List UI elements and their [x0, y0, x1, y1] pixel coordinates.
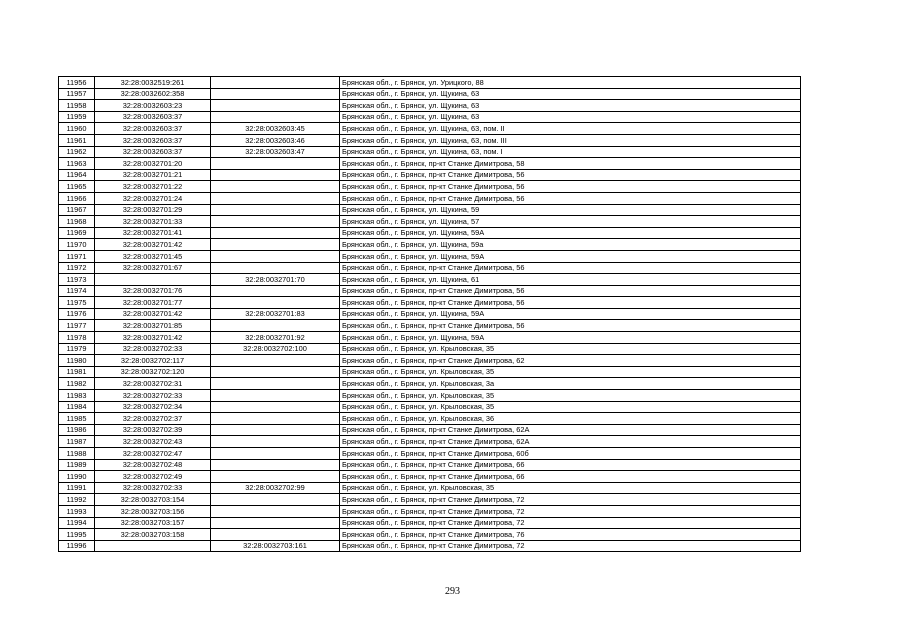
address-cell: Брянская обл., г. Брянск, пр-кт Станке Димитрова, 56	[340, 181, 801, 193]
table-body	[59, 77, 801, 552]
sub-cadastral-number-cell: 32:28:0032603:47	[211, 146, 340, 158]
table-row	[59, 459, 801, 471]
sub-cadastral-number-cell: 32:28:0032703:161	[211, 540, 340, 552]
table-row	[59, 239, 801, 251]
cadastral-number-cell: 32:28:0032701:42	[95, 332, 211, 344]
table-row	[59, 471, 801, 483]
table-row	[59, 540, 801, 552]
sub-cadastral-number-cell	[211, 390, 340, 402]
sub-cadastral-number-cell	[211, 239, 340, 251]
sub-cadastral-number-cell: 32:28:0032701:92	[211, 332, 340, 344]
cadastral-number-cell: 32:28:0032702:37	[95, 413, 211, 425]
table-row	[59, 332, 801, 344]
row-number-cell: 11986	[59, 424, 95, 436]
cadastral-number-cell: 32:28:0032701:67	[95, 262, 211, 274]
cadastral-number-cell: 32:28:0032701:77	[95, 297, 211, 309]
sub-cadastral-number-cell	[211, 494, 340, 506]
sub-cadastral-number-cell	[211, 111, 340, 123]
cadastral-number-cell: 32:28:0032703:158	[95, 529, 211, 541]
cadastral-number-cell: 32:28:0032702:33	[95, 482, 211, 494]
address-cell: Брянская обл., г. Брянск, пр-кт Станке Димитрова, 76	[340, 529, 801, 541]
address-cell: Брянская обл., г. Брянск, пр-кт Станке Димитрова, 66	[340, 471, 801, 483]
table-row	[59, 134, 801, 146]
address-cell: Брянская обл., г. Брянск, пр-кт Станке Димитрова, 56	[340, 297, 801, 309]
cadastral-number-cell: 32:28:0032603:37	[95, 146, 211, 158]
cadastral-number-cell: 32:28:0032703:154	[95, 494, 211, 506]
address-cell: Брянская обл., г. Брянск, ул. Крыловская, 35	[340, 366, 801, 378]
cadastral-number-cell: 32:28:0032519:261	[95, 77, 211, 89]
row-number-cell: 11985	[59, 413, 95, 425]
sub-cadastral-number-cell	[211, 204, 340, 216]
row-number-cell: 11995	[59, 529, 95, 541]
cadastral-number-cell: 32:28:0032603:37	[95, 111, 211, 123]
address-cell: Брянская обл., г. Брянск, ул. Крыловская, 35	[340, 482, 801, 494]
table-row	[59, 227, 801, 239]
table-row	[59, 401, 801, 413]
table-row	[59, 297, 801, 309]
cadastral-number-cell: 32:28:0032701:41	[95, 227, 211, 239]
cadastral-number-cell: 32:28:0032703:156	[95, 505, 211, 517]
sub-cadastral-number-cell	[211, 517, 340, 529]
cadastral-number-cell: 32:28:0032702:120	[95, 366, 211, 378]
cadastral-number-cell	[95, 540, 211, 552]
row-number-cell: 11973	[59, 274, 95, 286]
row-number-cell: 11971	[59, 250, 95, 262]
table-row	[59, 413, 801, 425]
address-cell: Брянская обл., г. Брянск, ул. Крыловская, 35	[340, 390, 801, 402]
row-number-cell: 11963	[59, 158, 95, 170]
sub-cadastral-number-cell: 32:28:0032701:70	[211, 274, 340, 286]
address-cell: Брянская обл., г. Брянск, пр-кт Станке Димитрова, 56	[340, 169, 801, 181]
sub-cadastral-number-cell	[211, 401, 340, 413]
cadastral-number-cell: 32:28:0032701:24	[95, 192, 211, 204]
address-cell: Брянская обл., г. Брянск, пр-кт Станке Димитрова, 62А	[340, 424, 801, 436]
address-cell: Брянская обл., г. Брянск, ул. Крыловская, 35	[340, 343, 801, 355]
cadastral-number-cell: 32:28:0032702:117	[95, 355, 211, 367]
row-number-cell: 11964	[59, 169, 95, 181]
address-cell: Брянская обл., г. Брянск, ул. Щукина, 63	[340, 88, 801, 100]
row-number-cell: 11993	[59, 505, 95, 517]
cadastral-number-cell: 32:28:0032702:49	[95, 471, 211, 483]
row-number-cell: 11994	[59, 517, 95, 529]
cadastral-number-cell: 32:28:0032701:33	[95, 216, 211, 228]
cadastral-number-cell: 32:28:0032702:33	[95, 343, 211, 355]
row-number-cell: 11966	[59, 192, 95, 204]
cadastral-number-cell: 32:28:0032702:31	[95, 378, 211, 390]
sub-cadastral-number-cell	[211, 100, 340, 112]
cadastral-number-cell: 32:28:0032701:42	[95, 308, 211, 320]
address-cell: Брянская обл., г. Брянск, ул. Щукина, 59А	[340, 227, 801, 239]
row-number-cell: 11959	[59, 111, 95, 123]
table-row	[59, 424, 801, 436]
sub-cadastral-number-cell	[211, 77, 340, 89]
property-register-table	[58, 76, 801, 552]
cadastral-number-cell: 32:28:0032701:76	[95, 285, 211, 297]
row-number-cell: 11972	[59, 262, 95, 274]
cadastral-number-cell: 32:28:0032703:157	[95, 517, 211, 529]
row-number-cell: 11960	[59, 123, 95, 135]
row-number-cell: 11956	[59, 77, 95, 89]
sub-cadastral-number-cell	[211, 505, 340, 517]
sub-cadastral-number-cell	[211, 529, 340, 541]
address-cell: Брянская обл., г. Брянск, ул. Щукина, 63, пом. III	[340, 134, 801, 146]
table-row	[59, 123, 801, 135]
sub-cadastral-number-cell	[211, 297, 340, 309]
address-cell: Брянская обл., г. Брянск, ул. Щукина, 59	[340, 204, 801, 216]
sub-cadastral-number-cell	[211, 471, 340, 483]
cadastral-number-cell: 32:28:0032702:43	[95, 436, 211, 448]
table-row	[59, 378, 801, 390]
cadastral-number-cell: 32:28:0032701:42	[95, 239, 211, 251]
table-row	[59, 158, 801, 170]
address-cell: Брянская обл., г. Брянск, ул. Крыловская, 35	[340, 401, 801, 413]
cadastral-number-cell: 32:28:0032701:85	[95, 320, 211, 332]
sub-cadastral-number-cell	[211, 158, 340, 170]
sub-cadastral-number-cell	[211, 366, 340, 378]
cadastral-number-cell: 32:28:0032702:39	[95, 424, 211, 436]
row-number-cell: 11990	[59, 471, 95, 483]
table-row	[59, 436, 801, 448]
address-cell: Брянская обл., г. Брянск, пр-кт Станке Димитрова, 58	[340, 158, 801, 170]
cadastral-number-cell: 32:28:0032702:34	[95, 401, 211, 413]
cadastral-number-cell: 32:28:0032702:48	[95, 459, 211, 471]
row-number-cell: 11984	[59, 401, 95, 413]
table-row	[59, 216, 801, 228]
sub-cadastral-number-cell	[211, 192, 340, 204]
table-row	[59, 517, 801, 529]
sub-cadastral-number-cell	[211, 320, 340, 332]
address-cell: Брянская обл., г. Брянск, ул. Крыловская, 3а	[340, 378, 801, 390]
address-cell: Брянская обл., г. Брянск, пр-кт Станке Димитрова, 72	[340, 494, 801, 506]
table-row	[59, 482, 801, 494]
sub-cadastral-number-cell	[211, 181, 340, 193]
table-row	[59, 77, 801, 89]
table-row	[59, 146, 801, 158]
sub-cadastral-number-cell	[211, 378, 340, 390]
table-row	[59, 250, 801, 262]
address-cell: Брянская обл., г. Брянск, ул. Щукина, 63	[340, 100, 801, 112]
row-number-cell: 11989	[59, 459, 95, 471]
row-number-cell: 11987	[59, 436, 95, 448]
address-cell: Брянская обл., г. Брянск, ул. Щукина, 59А	[340, 250, 801, 262]
cadastral-number-cell: 32:28:0032701:21	[95, 169, 211, 181]
sub-cadastral-number-cell	[211, 355, 340, 367]
table-row	[59, 320, 801, 332]
sub-cadastral-number-cell	[211, 448, 340, 460]
address-cell: Брянская обл., г. Брянск, пр-кт Станке Димитрова, 72	[340, 517, 801, 529]
cadastral-number-cell: 32:28:0032603:37	[95, 134, 211, 146]
cadastral-number-cell: 32:28:0032603:37	[95, 123, 211, 135]
row-number-cell: 11977	[59, 320, 95, 332]
address-cell: Брянская обл., г. Брянск, ул. Крыловская, 36	[340, 413, 801, 425]
address-cell: Брянская обл., г. Брянск, пр-кт Станке Димитрова, 66	[340, 459, 801, 471]
table-row	[59, 448, 801, 460]
row-number-cell: 11965	[59, 181, 95, 193]
row-number-cell: 11979	[59, 343, 95, 355]
address-cell: Брянская обл., г. Брянск, ул. Щукина, 61	[340, 274, 801, 286]
address-cell: Брянская обл., г. Брянск, пр-кт Станке Димитрова, 56	[340, 285, 801, 297]
sub-cadastral-number-cell	[211, 436, 340, 448]
address-cell: Брянская обл., г. Брянск, пр-кт Станке Димитрова, 56	[340, 262, 801, 274]
sub-cadastral-number-cell	[211, 424, 340, 436]
row-number-cell: 11962	[59, 146, 95, 158]
cadastral-number-cell	[95, 274, 211, 286]
row-number-cell: 11958	[59, 100, 95, 112]
address-cell: Брянская обл., г. Брянск, ул. Щукина, 57	[340, 216, 801, 228]
table-row	[59, 181, 801, 193]
table-row	[59, 285, 801, 297]
address-cell: Брянская обл., г. Брянск, ул. Урицкого, 88	[340, 77, 801, 89]
address-cell: Брянская обл., г. Брянск, пр-кт Станке Димитрова, 62	[340, 355, 801, 367]
cadastral-number-cell: 32:28:0032701:45	[95, 250, 211, 262]
address-cell: Брянская обл., г. Брянск, ул. Щукина, 59а	[340, 239, 801, 251]
row-number-cell: 11988	[59, 448, 95, 460]
row-number-cell: 11968	[59, 216, 95, 228]
row-number-cell: 11982	[59, 378, 95, 390]
table-row	[59, 100, 801, 112]
sub-cadastral-number-cell: 32:28:0032603:46	[211, 134, 340, 146]
table-row	[59, 88, 801, 100]
sub-cadastral-number-cell	[211, 285, 340, 297]
row-number-cell: 11976	[59, 308, 95, 320]
address-cell: Брянская обл., г. Брянск, ул. Щукина, 59А	[340, 308, 801, 320]
address-cell: Брянская обл., г. Брянск, ул. Щукина, 63, пом. II	[340, 123, 801, 135]
sub-cadastral-number-cell: 32:28:0032603:45	[211, 123, 340, 135]
table-row	[59, 529, 801, 541]
page-number: 293	[445, 586, 460, 597]
sub-cadastral-number-cell: 32:28:0032702:100	[211, 343, 340, 355]
sub-cadastral-number-cell	[211, 250, 340, 262]
sub-cadastral-number-cell: 32:28:0032701:83	[211, 308, 340, 320]
row-number-cell: 11970	[59, 239, 95, 251]
sub-cadastral-number-cell	[211, 88, 340, 100]
sub-cadastral-number-cell	[211, 459, 340, 471]
table-row	[59, 355, 801, 367]
row-number-cell: 11980	[59, 355, 95, 367]
row-number-cell: 11975	[59, 297, 95, 309]
table-row	[59, 308, 801, 320]
address-cell: Брянская обл., г. Брянск, ул. Щукина, 63	[340, 111, 801, 123]
row-number-cell: 11996	[59, 540, 95, 552]
cadastral-number-cell: 32:28:0032602:358	[95, 88, 211, 100]
row-number-cell: 11983	[59, 390, 95, 402]
cadastral-number-cell: 32:28:0032701:29	[95, 204, 211, 216]
table-row	[59, 274, 801, 286]
sub-cadastral-number-cell: 32:28:0032702:99	[211, 482, 340, 494]
sub-cadastral-number-cell	[211, 413, 340, 425]
table-row	[59, 505, 801, 517]
address-cell: Брянская обл., г. Брянск, пр-кт Станке Димитрова, 56	[340, 320, 801, 332]
address-cell: Брянская обл., г. Брянск, пр-кт Станке Димитрова, 72	[340, 540, 801, 552]
address-cell: Брянская обл., г. Брянск, пр-кт Станке Димитрова, 72	[340, 505, 801, 517]
row-number-cell: 11981	[59, 366, 95, 378]
table-row	[59, 390, 801, 402]
table-row	[59, 494, 801, 506]
table-row	[59, 192, 801, 204]
sub-cadastral-number-cell	[211, 262, 340, 274]
table-row	[59, 366, 801, 378]
row-number-cell: 11978	[59, 332, 95, 344]
table-row	[59, 169, 801, 181]
cadastral-number-cell: 32:28:0032701:20	[95, 158, 211, 170]
table-row	[59, 262, 801, 274]
row-number-cell: 11992	[59, 494, 95, 506]
address-cell: Брянская обл., г. Брянск, пр-кт Станке Димитрова, 60б	[340, 448, 801, 460]
cadastral-number-cell: 32:28:0032603:23	[95, 100, 211, 112]
row-number-cell: 11961	[59, 134, 95, 146]
table-row	[59, 343, 801, 355]
sub-cadastral-number-cell	[211, 227, 340, 239]
address-cell: Брянская обл., г. Брянск, пр-кт Станке Димитрова, 56	[340, 192, 801, 204]
row-number-cell: 11991	[59, 482, 95, 494]
address-cell: Брянская обл., г. Брянск, ул. Щукина, 63, пом. I	[340, 146, 801, 158]
table-row	[59, 204, 801, 216]
table-row	[59, 111, 801, 123]
sub-cadastral-number-cell	[211, 216, 340, 228]
cadastral-number-cell: 32:28:0032702:47	[95, 448, 211, 460]
row-number-cell: 11969	[59, 227, 95, 239]
cadastral-number-cell: 32:28:0032702:33	[95, 390, 211, 402]
row-number-cell: 11957	[59, 88, 95, 100]
row-number-cell: 11967	[59, 204, 95, 216]
row-number-cell: 11974	[59, 285, 95, 297]
sub-cadastral-number-cell	[211, 169, 340, 181]
cadastral-number-cell: 32:28:0032701:22	[95, 181, 211, 193]
address-cell: Брянская обл., г. Брянск, ул. Щукина, 59А	[340, 332, 801, 344]
address-cell: Брянская обл., г. Брянск, пр-кт Станке Димитрова, 62А	[340, 436, 801, 448]
